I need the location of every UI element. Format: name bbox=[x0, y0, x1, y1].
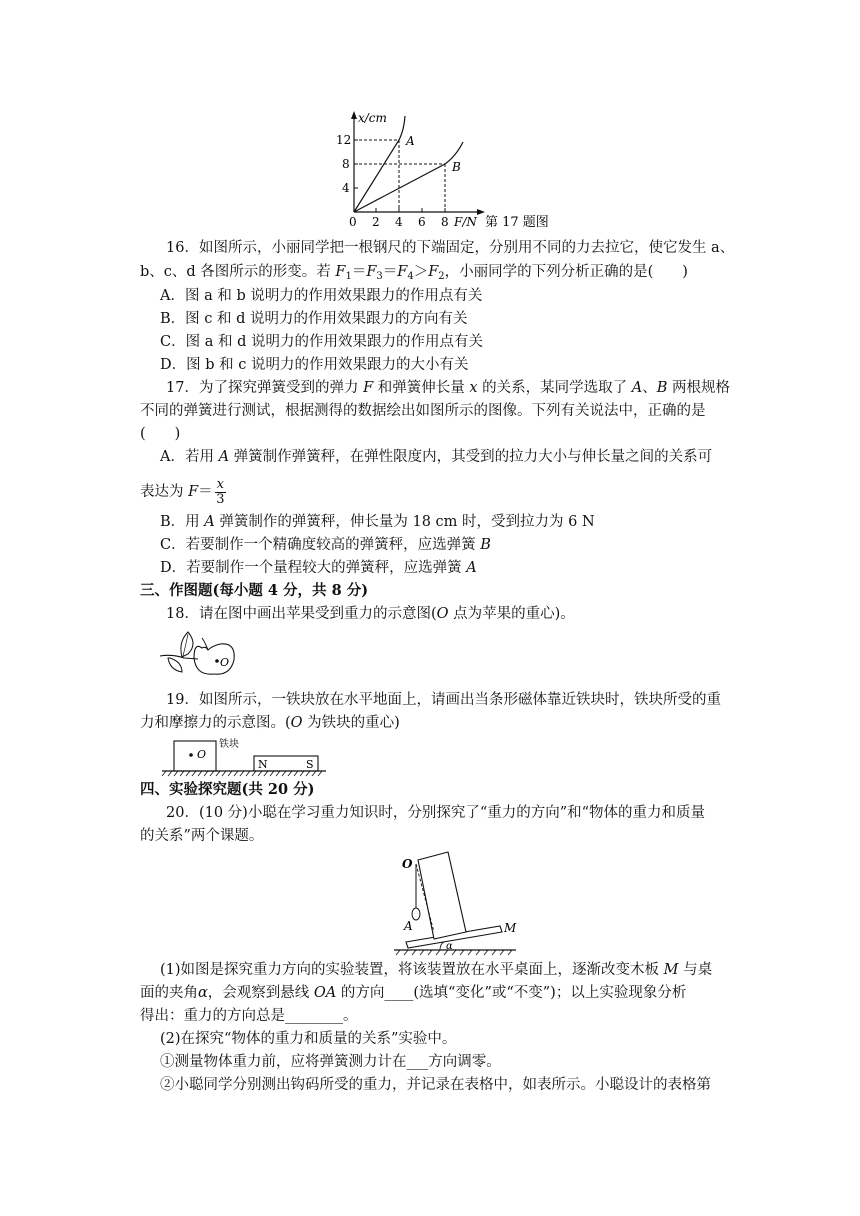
fig-a-label: A bbox=[404, 919, 413, 933]
q16-option-b: B．图 c 和 d 说明力的作用效果跟力的方向有关 bbox=[160, 311, 468, 327]
x-axis-arrow bbox=[477, 209, 485, 215]
q20-part1-line1: (1)如图是探究重力方向的实验装置，将该装置放在水平桌面上，逐渐改变木板 M 与桌 bbox=[160, 962, 713, 978]
q17-option-a-line1: A．若用 A 弹簧制作弹簧秤，在弹性限度内，其受到的拉力大小与伸长量之间的关系可 bbox=[160, 449, 713, 465]
line-b bbox=[354, 142, 463, 212]
plumb-bob bbox=[412, 908, 420, 920]
q20-part1-line3: 得出：重力的方向总是________。 bbox=[140, 1008, 358, 1024]
q20-part2-line1: (2)在探究“物体的重力和质量的关系”实验中。 bbox=[160, 1031, 457, 1047]
q20-line2: 的关系”两个课题。 bbox=[140, 828, 264, 844]
q17-option-c: C．若要制作一个精确度较高的弹簧秤，应选弹簧 B bbox=[160, 537, 491, 553]
y-tick-12: 12 bbox=[336, 133, 352, 147]
q16-line2: b、c、d 各图所示的形变。若 $F_1=F_3=F_4>F_2$，小丽同学的下列分析正确的是( ) bbox=[140, 264, 688, 282]
stand bbox=[418, 852, 466, 939]
q19-line1: 19．如图所示，一铁块放在水平地面上，请画出当条形磁体靠近铁块时，铁块所受的重 bbox=[166, 692, 721, 708]
x-tick-2: 2 bbox=[372, 215, 380, 229]
fig-o-label: O bbox=[402, 857, 413, 871]
fig-m-label: M bbox=[504, 921, 517, 935]
apple-center-label: O bbox=[220, 656, 230, 669]
q16-option-a: A．图 a 和 b 说明力的作用效果跟力的作用点有关 bbox=[160, 288, 483, 304]
magnet-s-label: S bbox=[306, 758, 314, 771]
apple-figure bbox=[158, 628, 248, 680]
q17-option-d: D．若要制作一个量程较大的弹簧秤，应选弹簧 A bbox=[160, 560, 477, 576]
q17-option-a-line2: 表达为 F＝ $\frac{x}{3}$ bbox=[140, 476, 225, 507]
section3-heading: 三、作图题(每小题 4 分，共 8 分) bbox=[140, 582, 369, 599]
fraction-x-over-3: $\frac{x}{3}$ bbox=[216, 476, 225, 507]
q16-line1: 16．如图所示，小丽同学把一根钢尺的下端固定，分别用不同的力去拉它，使它发生 a、 bbox=[166, 240, 735, 256]
q17-line2: 不同的弹簧进行测试，根据测得的数据绘出如图所示的图像。下列有关说法中，正确的是 bbox=[140, 403, 706, 419]
iron-block bbox=[174, 741, 216, 771]
y-tick-4: 4 bbox=[342, 181, 350, 195]
y-axis-label: x/cm bbox=[358, 111, 387, 125]
y-tick-8: 8 bbox=[342, 157, 350, 171]
iron-center-label: O bbox=[197, 748, 207, 761]
q18-text: 18．请在图中画出苹果受到重力的示意图(O 点为苹果的重心)。 bbox=[166, 606, 575, 622]
q19-line2: 力和摩擦力的示意图。(O 为铁块的重心) bbox=[140, 715, 400, 731]
iron-magnet-figure bbox=[160, 736, 330, 778]
x-tick-4: 4 bbox=[395, 215, 403, 229]
gravity-direction-figure bbox=[392, 846, 522, 958]
x-tick-8: 8 bbox=[441, 215, 449, 229]
q17-option-b: B．用 A 弹簧制作的弹簧秤，伸长量为 18 cm 时，受到拉力为 6 N bbox=[160, 514, 595, 530]
q20-part2-line3: ②小聪同学分别测出钩码所受的重力，并记录在表格中，如表所示。小聪设计的表格第 bbox=[160, 1077, 711, 1093]
q16-option-d: D．图 b 和 c 说明力的作用效果跟力的大小有关 bbox=[160, 357, 469, 373]
q20-part1-line2: 面的夹角α，会观察到悬线 OA 的方向____(选填“变化”或“不变”)；以上实验现象分析 bbox=[140, 985, 687, 1001]
y-axis-arrow bbox=[351, 111, 357, 119]
q17-line3: ( ) bbox=[140, 426, 181, 442]
q16-option-c: C．图 a 和 d 说明力的作用效果跟力的作用点有关 bbox=[160, 334, 483, 350]
q20-line1: 20．(10 分)小聪在学习重力知识时，分别探究了“重力的方向”和“物体的重力和质量 bbox=[166, 805, 706, 821]
fig-alpha-label: α bbox=[446, 941, 453, 952]
section4-heading: 四、实验探究题(共 20 分) bbox=[140, 781, 315, 798]
spring-graph bbox=[330, 108, 560, 233]
magnet-n-label: N bbox=[258, 758, 268, 771]
line-b-label: B bbox=[452, 160, 461, 174]
iron-label: 铁块 bbox=[219, 739, 239, 750]
figure-caption: 第 17 题图 bbox=[485, 215, 549, 230]
x-axis-label: F/N bbox=[454, 215, 477, 229]
q20-part2-line2: ①测量物体重力前，应将弹簧测力计在___方向调零。 bbox=[160, 1054, 501, 1070]
x-tick-6: 6 bbox=[418, 215, 426, 229]
q17-line1: 17．为了探究弹簧受到的弹力 F 和弹簧伸长量 x 的关系，某同学选取了 A、B 两根规格 bbox=[166, 380, 730, 396]
x-tick-0: 0 bbox=[349, 215, 357, 229]
line-a-label: A bbox=[406, 134, 415, 148]
